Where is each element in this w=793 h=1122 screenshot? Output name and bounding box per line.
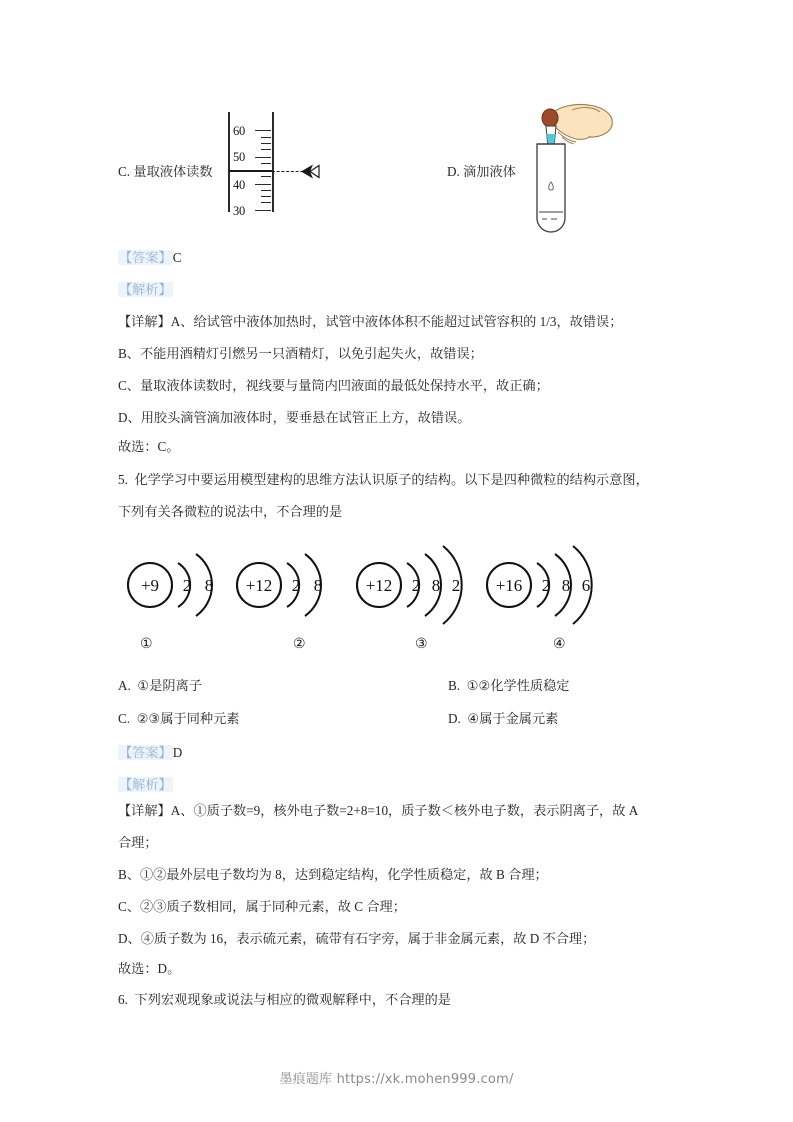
graduated-cylinder-figure (228, 112, 274, 218)
detail5-b-row: B、①②最外层电子数均为 8，达到稳定结构，化学性质稳定，故 B 合理； (118, 867, 548, 882)
shell-count-2-2: 8 (313, 576, 323, 595)
question5-option-d[interactable] (448, 708, 558, 727)
question6-stem-row (118, 991, 684, 1009)
detail4-a-row (118, 313, 684, 331)
option-d-label: D. 滴加液体 (447, 164, 516, 179)
dropper-test-tube-figure (510, 96, 620, 236)
particle-structure-diagrams (0, 538, 793, 668)
question5-number: 5. (118, 472, 128, 487)
option-c-key: C. (118, 711, 131, 726)
detail-tag: 【详解】 (118, 314, 171, 329)
cylinder-scale-40: 40 (233, 178, 245, 192)
detail4-b-row: B、不能用酒精灯引燃另一只酒精灯，以免引起失火，故错误； (118, 346, 483, 361)
nucleus-charge-1: +9 (140, 576, 160, 595)
eye-icon (300, 163, 320, 180)
analysis5-row (118, 776, 684, 794)
particle-label-2: ② (293, 637, 306, 652)
rubber-bulb (542, 109, 558, 127)
particle-diagram-2 (228, 538, 368, 638)
cylinder-minor-tick (261, 202, 271, 203)
option-d-text: ④属于金属元素 (467, 711, 559, 726)
cylinder-scale-50: 50 (233, 150, 245, 164)
cylinder-major-tick (255, 130, 271, 131)
cylinder-major-tick (255, 210, 271, 211)
conclusion4-row: 故选：C。 (118, 439, 180, 454)
shell-count-4-3: 6 (581, 576, 591, 595)
question5-option-a[interactable] (118, 675, 202, 694)
cylinder-minor-tick (261, 190, 271, 191)
liquid-meniscus-line (229, 170, 272, 172)
cylinder-minor-tick (261, 163, 271, 164)
detail-a-text: A、给试管中液体加热时，试管中液体体积不能超过试管容积的 1/3，故错误； (170, 314, 623, 329)
detail5-c-row: C、②③质子数相同，属于同种元素，故 C 合理； (118, 899, 406, 914)
cylinder-scale-60: 60 (233, 124, 245, 138)
nucleus-charge-2: +12 (245, 576, 273, 595)
cylinder-left-wall (228, 112, 230, 212)
particle-label-4: ④ (553, 637, 566, 652)
shell-count-4-1: 2 (541, 576, 551, 595)
conclusion5-row: 故选：D。 (118, 961, 181, 976)
shell-count-3-1: 2 (411, 576, 421, 595)
detail5-d-row: D、④质子数为 16，表示硫元素，硫带有石字旁，属于非金属元素，故 D 不合理； (118, 931, 596, 946)
question5-stem-line2: 下列有关各微粒的说法中，不合理的是 (118, 504, 343, 519)
analysis4-row (118, 281, 684, 299)
cylinder-minor-tick (261, 149, 271, 150)
detail5-a-row2: 合理； (118, 835, 158, 850)
option-a-text: ①是阴离子 (137, 678, 202, 693)
cylinder-minor-tick (261, 196, 271, 197)
nucleus-charge-4: +16 (495, 576, 523, 595)
cylinder-major-tick (255, 184, 271, 185)
option-c-text: ②③属于同种元素 (136, 711, 240, 726)
detail4-d-row: D、用胶头滴管滴加液体时，要垂悬在试管正上方，故错误。 (118, 410, 471, 425)
cylinder-right-wall (272, 112, 274, 212)
detail-tag: 【详解】 (118, 803, 171, 818)
cylinder-major-tick (255, 157, 271, 158)
question5-stem-text1: 化学学习中要运用模型建构的思维方法认识原子的结构。以下是四种微粒的结构示意图， (134, 472, 649, 487)
detail-a-text1: A、①质子数=9，核外电子数=2+8=10，质子数＜核外电子数，表示阴离子，故 A (170, 803, 639, 818)
footer-watermark: 墨痕题库 https://xk.mohen999.com/ (279, 1072, 514, 1087)
detail4-c-row: C、量取液体读数时，视线要与量筒内凹液面的最低处保持水平，故正确； (118, 378, 549, 393)
answer-value: D (172, 745, 183, 760)
shell-count-1-1: 2 (182, 576, 192, 595)
shell-count-2-1: 2 (291, 576, 301, 595)
question5-stem-line1 (118, 471, 684, 489)
option-b-key: B. (448, 678, 461, 693)
question5-option-c[interactable] (118, 708, 239, 727)
cylinder-minor-tick (261, 137, 271, 138)
answer-tag: 【答案】 (119, 745, 172, 760)
question6-number: 6. (118, 992, 128, 1007)
shell-count-4-2: 8 (561, 576, 571, 595)
detail5-a-row1 (118, 802, 684, 820)
shell-count-1-2: 8 (204, 576, 214, 595)
cylinder-scale-30: 30 (233, 204, 245, 218)
question5-option-b[interactable] (448, 675, 569, 694)
shell-count-3-2: 8 (431, 576, 441, 595)
option-a-key: A. (118, 678, 131, 693)
particle-label-1: ① (140, 637, 153, 652)
particle-diagram-4 (478, 538, 638, 638)
answer-value: C (172, 250, 182, 265)
analysis-tag: 【解析】 (119, 282, 172, 297)
shell-count-3-3: 2 (451, 576, 461, 595)
answer5-row (118, 744, 684, 762)
cylinder-minor-tick (261, 176, 271, 177)
answer4-row (118, 249, 684, 267)
option-d-key: D. (448, 711, 461, 726)
particle-label-3: ③ (415, 637, 428, 652)
option-c-label: C. 量取液体读数 (118, 164, 213, 179)
question6-stem-text: 下列宏观现象或说法与相应的微观解释中，不合理的是 (134, 992, 451, 1007)
answer-tag: 【答案】 (119, 250, 172, 265)
cylinder-minor-tick (261, 143, 271, 144)
analysis-tag: 【解析】 (119, 777, 172, 792)
option-b-text: ①②化学性质稳定 (466, 678, 570, 693)
nucleus-charge-3: +12 (365, 576, 393, 595)
